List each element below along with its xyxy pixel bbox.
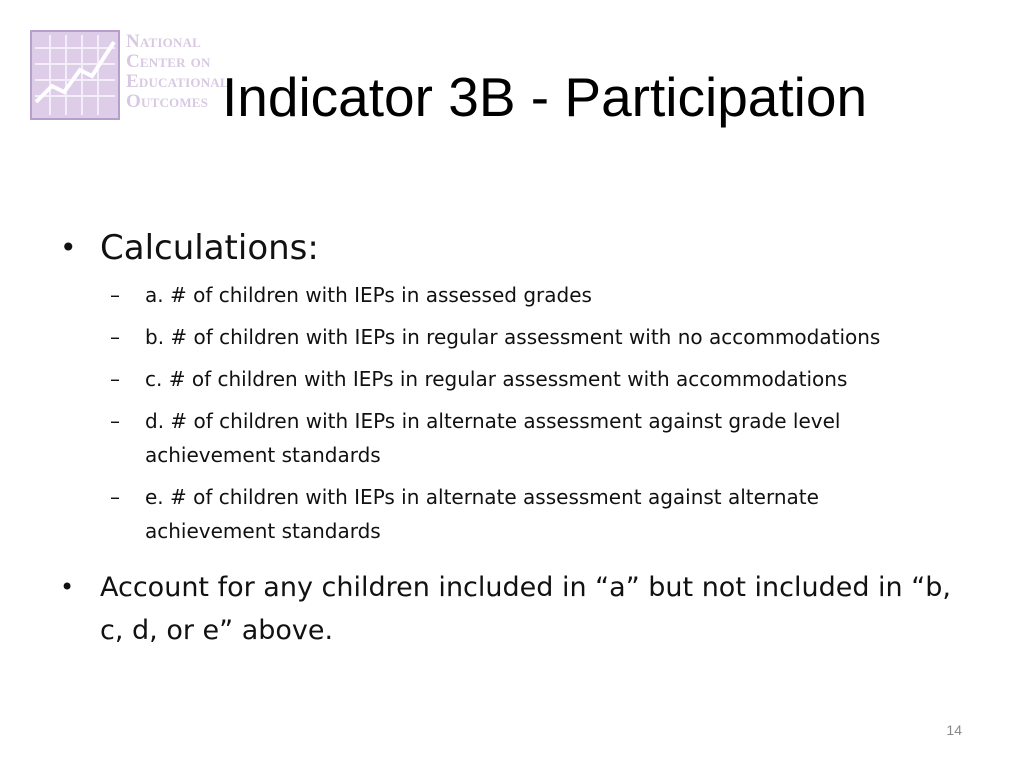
sub-item-text: b. # of children with IEPs in regular assessment with no accommodations: [145, 325, 881, 349]
sub-item: [60, 278, 945, 312]
dash-icon: –: [110, 325, 120, 349]
dash-icon: –: [110, 485, 120, 509]
sub-item: [60, 320, 945, 354]
slide-title: Indicator 3B - Participation: [222, 66, 868, 128]
logo-line: Educational: [126, 71, 229, 92]
calculation-list: [60, 278, 980, 548]
dash-icon: –: [110, 283, 120, 307]
logo-line: Outcomes: [126, 91, 209, 112]
bullet-text: Calculations:: [100, 228, 319, 268]
sub-item-text: a. # of children with IEPs in assessed grades: [145, 283, 592, 307]
dash-icon: –: [110, 409, 120, 433]
logo-line: National: [126, 31, 202, 52]
grid-chart-logo-icon: [30, 30, 120, 120]
sub-item: [60, 404, 945, 472]
sub-item: [60, 362, 945, 396]
bullet-item: [60, 226, 980, 270]
bullet-item: [60, 566, 980, 652]
sub-item-text: d. # of children with IEPs in alternate assessment against grade level achievement standards: [145, 409, 841, 467]
page-number: 14: [946, 722, 962, 738]
nceo-logo: [30, 30, 235, 122]
sub-item: [60, 480, 945, 548]
dash-icon: –: [110, 367, 120, 391]
sub-item-text: e. # of children with IEPs in alternate assessment against alternate achievement standards: [145, 485, 819, 543]
bullet-icon: •: [60, 231, 77, 264]
logo-line: Center on: [126, 51, 211, 72]
bullet-text: Account for any children included in “a” but not included in “b, c, d, or e” above.: [100, 572, 951, 646]
bullet-icon: •: [60, 573, 75, 601]
sub-item-text: c. # of children with IEPs in regular assessment with accommodations: [145, 367, 848, 391]
slide-body: [60, 226, 980, 652]
